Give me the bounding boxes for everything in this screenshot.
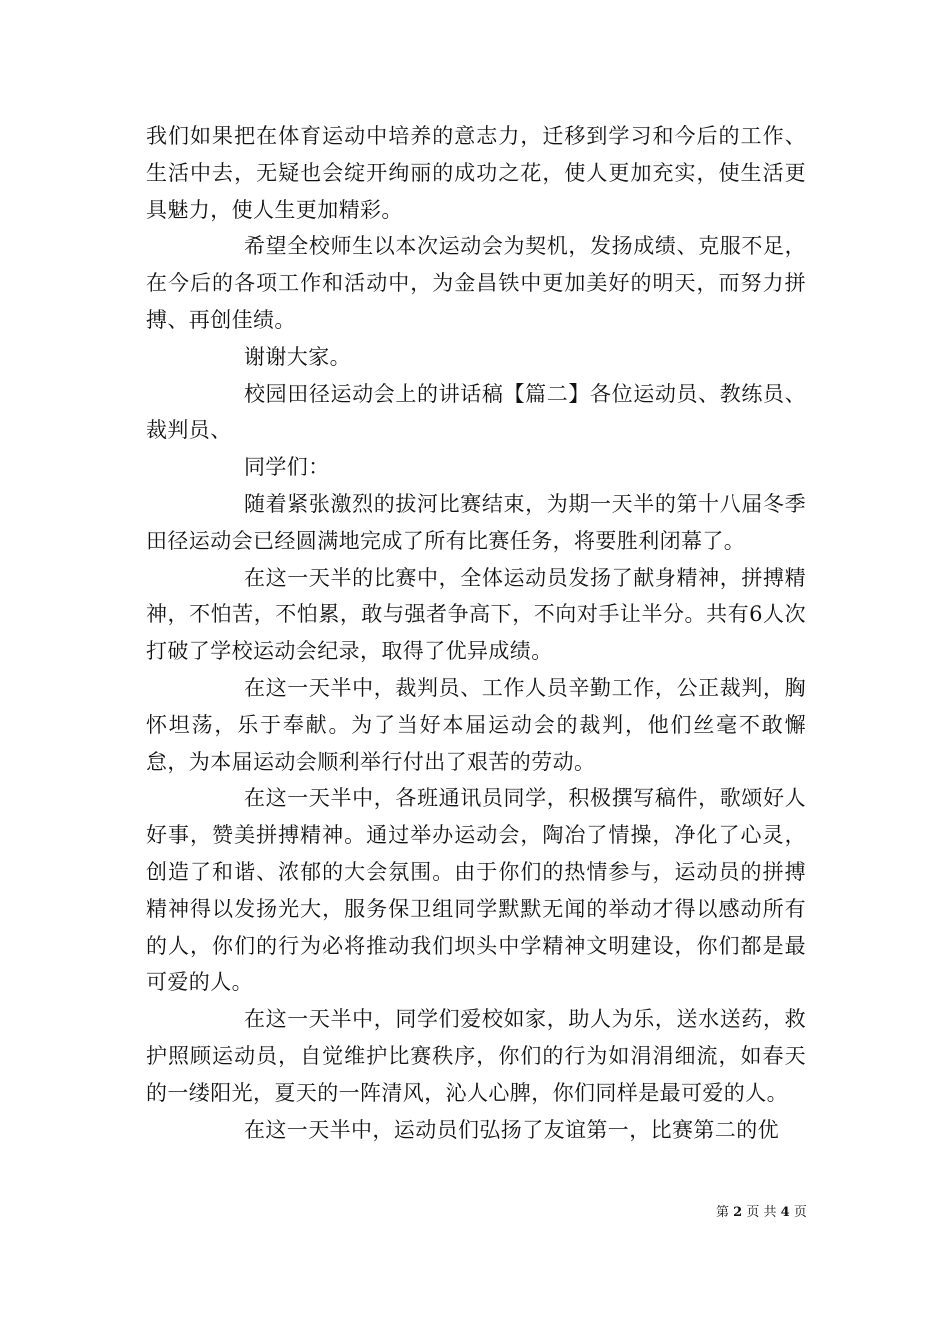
- footer-page-number: 2: [733, 1205, 743, 1220]
- paragraph: 我们如果把在体育运动中培养的意志力，迁移到学习和今后的工作、生活中去，无疑也会绽开绚丽的成功之花，使人更加充实，使生活更具魅力，使人生更加精彩。: [146, 124, 806, 222]
- footer-prefix: 第: [716, 1205, 730, 1220]
- paragraph: 希望全校师生以本次运动会为契机，发扬成绩、克服不足，在今后的各项工作和活动中，为金昌铁中更加美好的明天，而努力拼搏、再创佳绩。: [146, 234, 806, 332]
- paragraph: 在这一天半中，裁判员、工作人员辛勤工作，公正裁判，胸怀坦荡，乐于奉献。为了当好本届运动会的裁判，他们丝毫不敢懈怠，为本届运动会顺利举行付出了艰苦的劳动。: [146, 675, 806, 774]
- paragraph: 随着紧张激烈的拔河比赛结束，为期一天半的第十八届冬季田径运动会已经圆满地完成了所有比赛任务，将要胜利闭幕了。: [146, 491, 806, 553]
- footer-middle: 页 共: [746, 1205, 777, 1220]
- footer-total-pages: 4: [780, 1205, 790, 1220]
- paragraph: 在这一天半中，运动员们弘扬了友谊第一，比赛第二的优: [244, 1117, 779, 1142]
- paragraph: 在这一天半中，同学们爱校如家，助人为乐，送水送药，救护照顾运动员，自觉维护比赛秩序，你们的行为如涓涓细流，如春天的一缕阳光，夏天的一阵清风，沁人心脾，你们同样是最可爱的人。: [146, 1007, 806, 1105]
- paragraph: 在这一天半的比赛中，全体运动员发扬了献身精神，拼搏精神，不怕苦，不怕累，敢与强者争高下，不向对手让半分。共有6人次打破了学校运动会纪录，取得了优异成绩。: [146, 565, 806, 664]
- page-footer: [716, 1205, 807, 1221]
- paragraph: 在这一天半中，各班通讯员同学，积极撰写稿件，歌颂好人好事，赞美拼搏精神。通过举办运动会，陶冶了情操，净化了心灵，创造了和谐、浓郁的大会氛围。由于你们的热情参与，运动员的拼搏精神得以发扬光大，服务保卫组同学默默无闻的举动才得以感动所有的人，你们的行为必将推动我们坝头中学精神文明建设，你们都是最可爱的人。: [146, 786, 806, 995]
- paragraph: 同学们：: [244, 455, 330, 480]
- paragraph: 谢谢大家。: [244, 344, 351, 369]
- document-body: [146, 118, 806, 1148]
- footer-suffix: 页: [793, 1205, 807, 1220]
- paragraph: 校园田径运动会上的讲话稿【篇二】各位运动员、教练员、裁判员、: [146, 381, 806, 443]
